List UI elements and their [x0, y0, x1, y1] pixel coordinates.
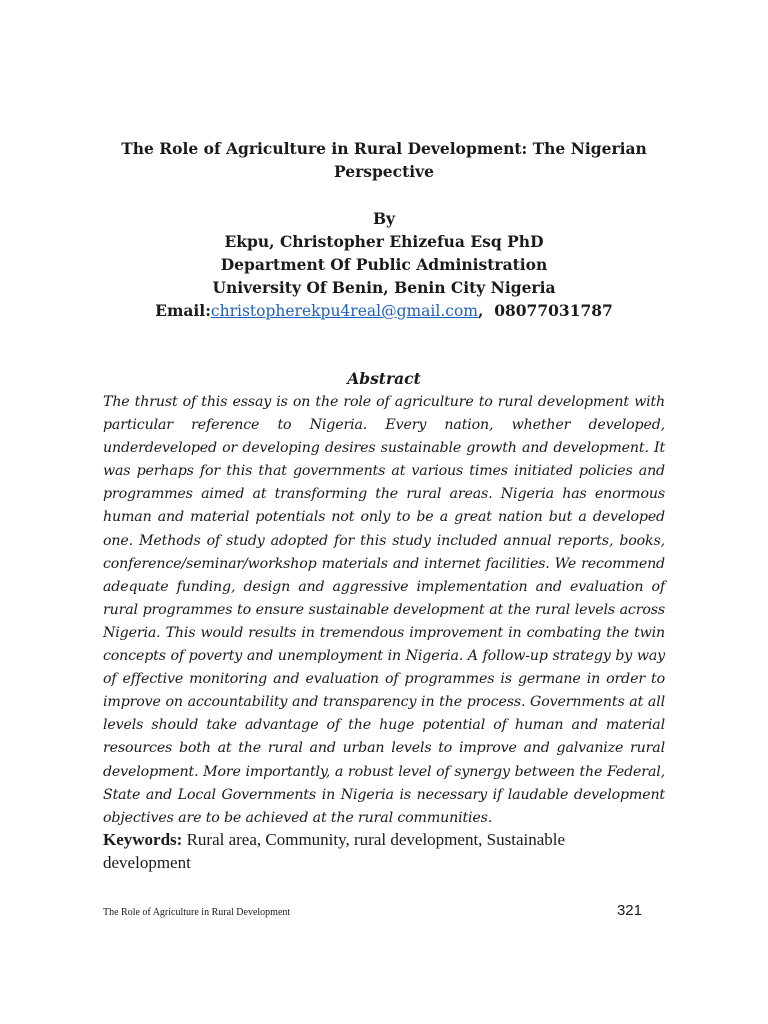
email-link[interactable]: christopherekpu4real@gmail.com	[210, 302, 478, 320]
author-department: Department Of Public Administration	[220, 255, 548, 274]
paper-title-line-2: Perspective	[333, 162, 435, 181]
author-university: University Of Benin, Benin City Nigeria	[212, 278, 556, 297]
author-name: Ekpu, Christopher Ehizefua Esq PhD	[224, 232, 544, 251]
email-label: Email:	[155, 301, 211, 320]
footer-running-title: The Role of Agriculture in Rural Development	[103, 907, 291, 918]
paper-title	[100, 137, 668, 183]
phone-separator: ,	[477, 301, 495, 320]
keywords-text: Rural area, Community, rural development, Sustainable development	[103, 830, 566, 872]
page-number: 321	[616, 902, 642, 919]
paper-title-line-1: The Role of Agriculture in Rural Development: The Nigerian	[121, 139, 647, 158]
keywords	[103, 828, 643, 874]
keywords-label: Keywords:	[103, 830, 183, 849]
phone-number: 08077031787	[494, 301, 613, 320]
abstract-heading: Abstract	[347, 369, 421, 388]
abstract-body: The thrust of this essay is on the role of agriculture to rural development with particular reference to Nigeria. Every nation, whether developed, underdeveloped or developing desires sustainable growth and development. It was perhaps for this that governments at various times initiated policies and programmes aimed at transforming the rural areas. Nigeria has enormous human and material potentials not only to be a great nation but a developed one. Methods of study adopted for this study included annual reports, books, conference/seminar/workshop materials and internet facilities. We recommend adequate funding, design and aggressive implementation and evaluation of rural programmes to ensure sustainable development at the rural levels across Nigeria. This would results in tremendous improvement in combating the twin concepts of poverty and unemployment in Nigeria. A follow-up strategy by way of effective monitoring and evaluation of programmes is germane in order to improve on accountability and transparency in the process. Governments at all levels should take advantage of the huge potential of human and material resources both at the rural and urban levels to improve and galvanize rural development. More importantly, a robust level of synergy between the Federal, State and Local Governments in Nigeria is necessary if laudable development objectives are to be achieved at the rural communities.	[103, 394, 665, 826]
by-label: By	[372, 209, 396, 228]
author-block	[100, 207, 668, 323]
author-contact	[100, 299, 668, 323]
